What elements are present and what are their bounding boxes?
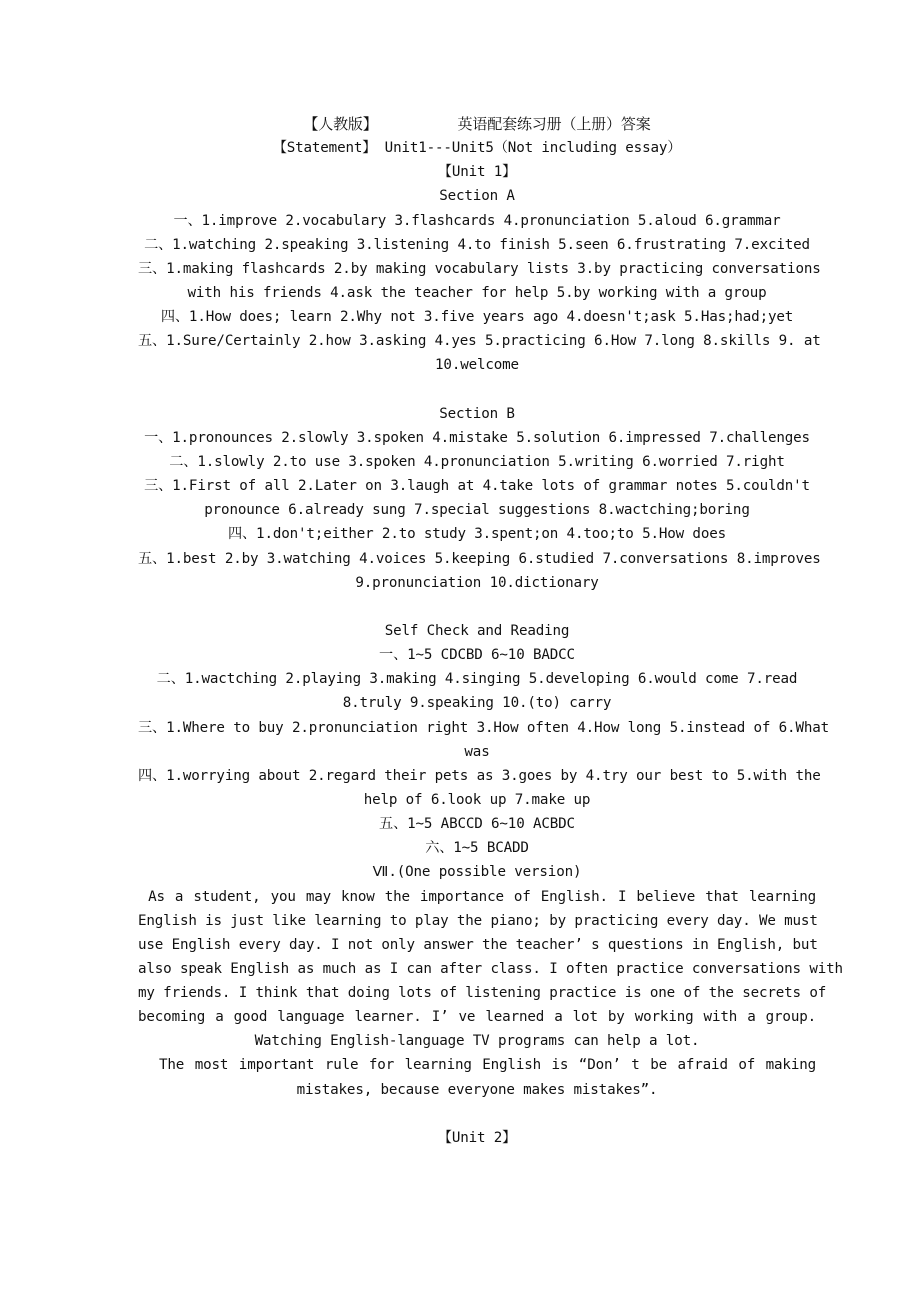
section-a-line: 10.welcome: [435, 357, 519, 374]
self-check-line: was: [464, 743, 490, 760]
self-check-title: Self Check and Reading: [384, 622, 570, 639]
section-b-line: 一、1.pronounces 2.slowly 3.spoken 4.mistake 5.solution 6.impressed 7.challenges: [144, 429, 810, 446]
self-check-line: 五、1~5 ABCCD 6~10 ACBDC: [379, 816, 575, 833]
unit-1-heading: 【Unit 1】: [437, 164, 517, 181]
spacer: [138, 595, 816, 619]
spacer: [138, 378, 816, 402]
section-b-line: 9.pronunciation 10.dictionary: [355, 574, 599, 591]
self-check-line: Ⅶ.(One possible version): [372, 864, 582, 881]
self-check-line: 8.truly 9.speaking 10.(to) carry: [342, 695, 612, 712]
essay-line: English is just like learning to play the piano; by practicing every day. We must: [138, 912, 818, 929]
spacer: [138, 1102, 816, 1126]
self-check-line: 六、1~5 BCADD: [425, 840, 529, 857]
unit-2-heading: 【Unit 2】: [437, 1129, 517, 1146]
self-check-line: 三、1.Where to buy 2.pronunciation right 3.How often 4.How long 5.instead of 6.What: [138, 719, 830, 736]
section-a-line: 一、1.improve 2.vocabulary 3.flashcards 4.pronunciation 5.aloud 6.grammar: [173, 212, 781, 229]
section-b-line: 四、1.don't;either 2.to study 3.spent;on 4.too;to 5.How does: [227, 526, 726, 543]
essay-line: The most important rule for learning English is “Don’ t be afraid of making: [138, 1057, 816, 1074]
self-check-line: 一、1~5 CDCBD 6~10 BADCC: [379, 647, 575, 664]
section-b-title: Section B: [439, 405, 515, 422]
section-b-line: pronounce 6.already sung 7.special suggestions 8.wactching;boring: [204, 502, 750, 519]
essay-line: my friends. I think that doing lots of listening practice is one of the secrets of: [138, 985, 827, 1002]
section-a-line: 四、1.How does; learn 2.Why not 3.five years ago 4.doesn't;ask 5.Has;had;yet: [160, 309, 794, 326]
document-title: 【人教版】 英语配套练习册（上册）答案: [303, 115, 651, 133]
section-a-line: 五、1.Sure/Certainly 2.how 3.asking 4.yes 5.practicing 6.How 7.long 8.skills 9. at: [138, 333, 821, 350]
essay-line: As a student, you may know the importance of English. I believe that learning: [138, 888, 816, 905]
section-b-line: 五、1.best 2.by 3.watching 4.voices 5.keeping 6.studied 7.conversations 8.improves: [138, 550, 821, 567]
essay-line: Watching English-language TV programs can help a lot.: [254, 1033, 700, 1050]
section-b-line: 二、1.slowly 2.to use 3.spoken 4.pronunciation 5.writing 6.worried 7.right: [169, 453, 785, 470]
section-a-title: Section A: [439, 188, 515, 205]
essay-line: use English every day. I not only answer the teacher’ s questions in English, but: [138, 936, 818, 953]
section-b-line: 三、1.First of all 2.Later on 3.laugh at 4.take lots of grammar notes 5.couldn't: [144, 478, 810, 495]
essay-line: also speak English as much as I can after class. I often practice conversations with: [138, 960, 843, 977]
essay-line: mistakes, because everyone makes mistakes”.: [296, 1081, 658, 1098]
statement-line: 【Statement】 Unit1---Unit5（Not including essay）: [272, 140, 682, 157]
section-a-line: 二、1.watching 2.speaking 3.listening 4.to finish 5.seen 6.frustrating 7.excited: [144, 236, 810, 253]
self-check-line: help of 6.look up 7.make up: [363, 791, 591, 808]
self-check-line: 二、1.wactching 2.playing 3.making 4.singing 5.developing 6.would come 7.read: [156, 671, 798, 688]
section-a-line: 三、1.making flashcards 2.by making vocabulary lists 3.by practicing conversations: [138, 260, 821, 277]
answer-document: [138, 112, 843, 1150]
section-a-line: with his friends 4.ask the teacher for help 5.by working with a group: [187, 284, 767, 301]
self-check-line: 四、1.worrying about 2.regard their pets as 3.goes by 4.try our best to 5.with the: [138, 767, 821, 784]
essay-line: becoming a good language learner. I’ ve learned a lot by working with a group.: [138, 1009, 816, 1026]
